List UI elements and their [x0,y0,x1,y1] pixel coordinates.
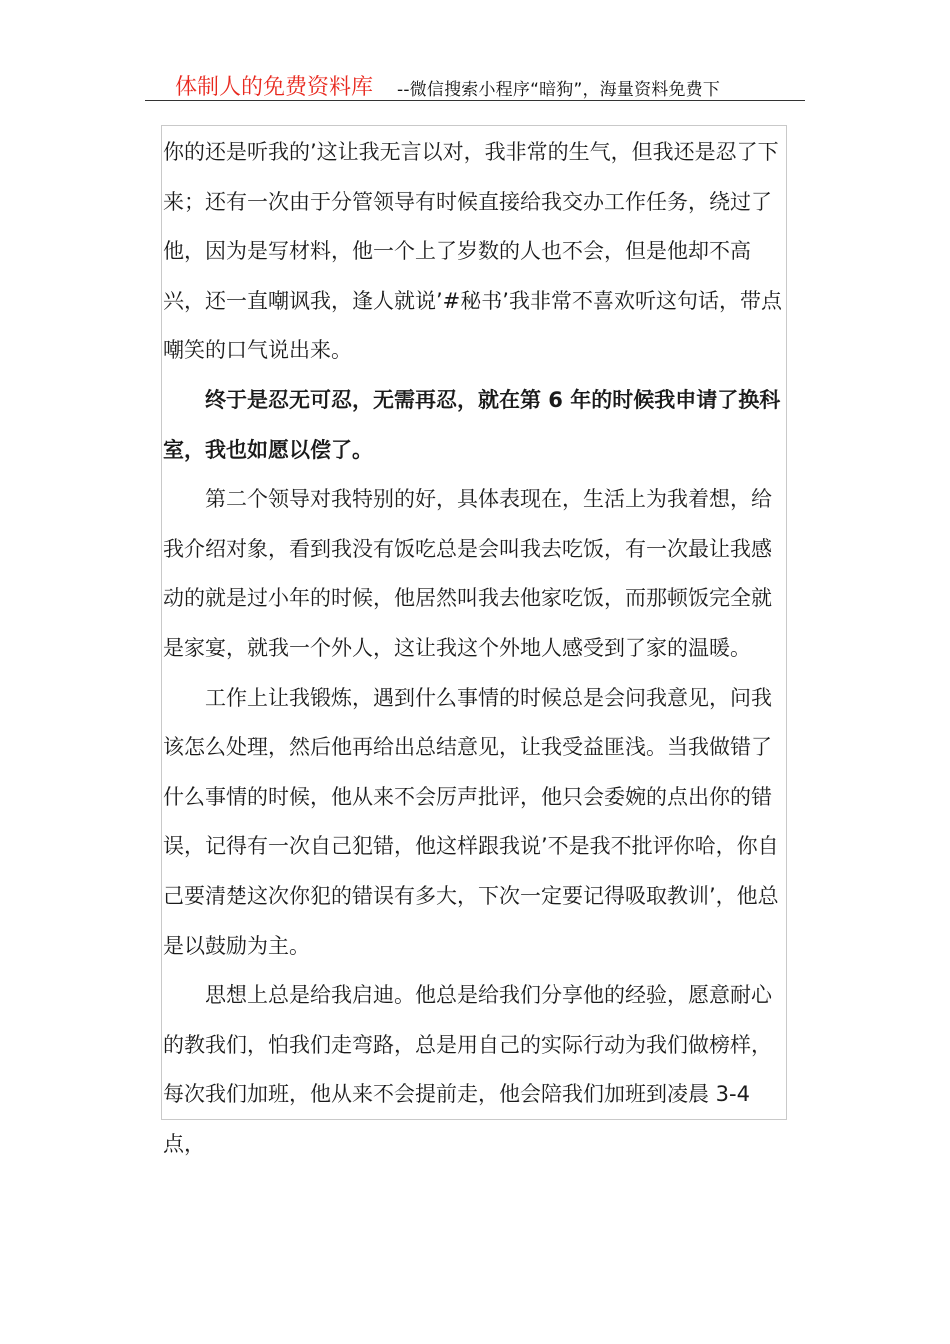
document-body [163,128,788,1169]
page-header [145,66,805,102]
paragraph-1: 你的还是听我的’这让我无言以对，我非常的生气，但我还是忍了下来；还有一次由于分管领导有时候直接给我交办工作任务，绕过了他，因为是写材料，他一个上了岁数的人也不会，但是他却不高兴，还一直嘲讽我，逢人就说’#秘书’我非常不喜欢听这句话，带点嘲笑的口气说出来。 [163,140,782,363]
header-brand-text: 体制人的免费资料库 [175,75,374,100]
paragraph-2-bold: 终于是忍无可忍，无需再忍，就在第 6 年的时候我申请了换科室，我也如愿以偿了。 [163,387,781,462]
header-note-text: --微信搜索小程序“暗狗”，海量资料免费下 [397,80,721,100]
paragraph-3: 第二个领导对我特别的好，具体表现在，生活上为我着想，给我介绍对象，看到我没有饭吃总是会叫我去吃饭，有一次最让我感动的就是过小年的时候，他居然叫我去他家吃饭，而那顿饭完全就是家宴，就我一个外人，这让我这个外地人感受到了家的温暖。 [163,487,772,660]
paragraph-5: 思想上总是给我启迪。他总是给我们分享他的经验，愿意耐心的教我们，怕我们走弯路，总是用自己的实际行动为我们做榜样，每次我们加班，他从来不会提前走，他会陪我们加班到凌晨 3-4 点， [163,983,772,1156]
paragraph-4: 工作上让我锻炼，遇到什么事情的时候总是会问我意见，问我该怎么处理，然后他再给出总结意见，让我受益匪浅。当我做错了什么事情的时候，他从来不会厉声批评，他只会委婉的点出你的错误，记得有一次自己犯错，他这样跟我说’不是我不批评你哈，你自己要清楚这次你犯的错误有多大，下次一定要记得吸取教训’，他总是以鼓励为主。 [163,685,779,958]
header-divider [145,100,805,101]
